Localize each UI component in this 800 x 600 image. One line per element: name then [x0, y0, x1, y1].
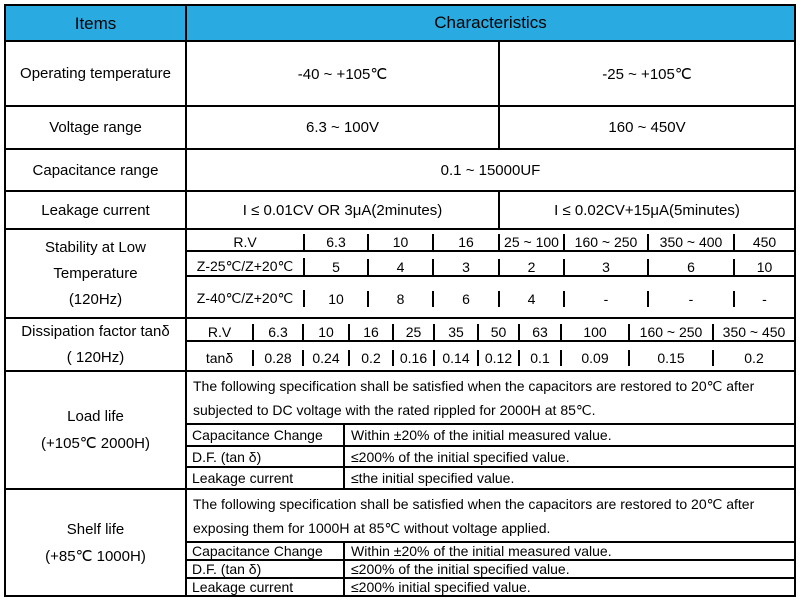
voltage-range-low: 6.3 ~ 100V	[187, 107, 500, 148]
leakage-current-high: I ≤ 0.02CV+15μA(5minutes)	[554, 201, 740, 219]
shelf-life-item-value: ≤200% of the initial specified value.	[351, 561, 570, 577]
capacitance-range-label: Capacitance range	[6, 150, 187, 190]
stability-z40-cell: -	[565, 291, 649, 307]
stability-label-line3: (120Hz)	[68, 290, 123, 308]
dissipation-tan-cell: 0.14	[435, 350, 479, 366]
dissipation-header-cell: 35	[435, 324, 479, 342]
stability-z40-cell: 10	[305, 291, 369, 307]
spec-table	[4, 4, 796, 597]
shelf-life-label	[6, 490, 187, 595]
dissipation-label-line2: ( 120Hz)	[66, 348, 125, 366]
stability-row	[6, 230, 794, 319]
shelf-life-description-line2: exposing them for 1000H at 85℃ without voltage applied.	[193, 519, 551, 536]
dissipation-tan-cell: 0.16	[394, 350, 435, 366]
voltage-range-row	[6, 107, 794, 150]
dissipation-tan-cell: 0.1	[520, 350, 562, 366]
dissipation-label	[6, 319, 187, 370]
stability-header-cell: 350 ~ 400	[649, 234, 735, 252]
dissipation-tan-cell: 0.2	[744, 350, 764, 366]
load-life-item	[187, 425, 794, 447]
load-life-details	[187, 372, 794, 488]
stability-label-line2: Temperature	[53, 264, 138, 282]
characteristics-header: Characteristics	[187, 6, 794, 40]
stability-z25-cell: 4	[369, 259, 434, 277]
stability-z40-cell: 6	[434, 291, 500, 307]
stability-z25-cell: Z-25℃/Z+20℃	[187, 258, 305, 277]
stability-z25-cell: 6	[649, 259, 735, 277]
stability-table	[187, 230, 794, 317]
load-life-description-line2: subjected to DC voltage with the rated rippled for 2000H at 85℃.	[193, 401, 596, 418]
shelf-life-label-line1: Shelf life	[66, 520, 125, 538]
shelf-life-item	[187, 543, 794, 561]
dissipation-tan-cell: 0.12	[479, 350, 520, 366]
load-life-label-line1: Load life	[67, 408, 124, 425]
stability-z40-cell: 4	[500, 291, 565, 307]
dissipation-tan-cell: 0.09	[562, 350, 630, 366]
dissipation-header-cell: 50	[479, 324, 520, 342]
stability-header-cell: R.V	[187, 234, 305, 252]
dissipation-tan-cell: 0.2	[350, 350, 394, 366]
shelf-life-item-name: Leakage current	[187, 579, 345, 595]
voltage-range-values	[187, 107, 794, 148]
stability-z25-cell: 3	[434, 259, 500, 277]
load-life-item-name: Capacitance Change	[187, 425, 345, 445]
operating-temperature-values	[187, 42, 794, 105]
dissipation-header-cell: 25	[394, 324, 435, 342]
shelf-life-row	[6, 490, 794, 595]
shelf-life-item	[187, 561, 794, 579]
dissipation-header-cell: 16	[350, 324, 394, 342]
stability-z40-cell: Z-40℃/Z+20℃	[187, 290, 305, 307]
dissipation-tan-cell: tanδ	[187, 350, 254, 366]
shelf-life-item	[187, 579, 794, 595]
load-life-item-value: ≤200% of the initial specified value.	[351, 448, 570, 465]
stability-z40-cell: -	[649, 291, 735, 307]
load-life-item	[187, 447, 794, 469]
dissipation-header-cell: 63	[520, 324, 562, 342]
dissipation-header-cell: 10	[304, 324, 350, 342]
leakage-current-low: I ≤ 0.01CV OR 3μA(2minutes)	[187, 192, 500, 228]
load-life-item-value: Within ±20% of the initial measured value.	[351, 426, 612, 443]
capacitance-range-row	[6, 150, 794, 192]
load-life-description-line1: The following specification shall be satisfied when the capacitors are restored to 20℃ after	[193, 377, 755, 394]
load-life-item-value: ≤the initial specified value.	[351, 470, 515, 487]
load-life-description	[187, 372, 794, 425]
dissipation-header-cell: 160 ~ 250	[630, 324, 714, 342]
shelf-life-label-line2: (+85℃ 1000H)	[45, 547, 146, 565]
stability-z25-cell: 5	[305, 259, 369, 277]
stability-label	[6, 230, 187, 317]
dissipation-table	[187, 319, 794, 370]
stability-header-cell: 25 ~ 100	[500, 234, 565, 252]
dissipation-header-cell: 100	[562, 324, 630, 342]
load-life-label-line2: (+105℃ 2000H)	[41, 435, 150, 452]
operating-temperature-row	[6, 42, 794, 107]
voltage-range-label: Voltage range	[6, 107, 187, 148]
shelf-life-item-value: ≤200% initial specified value.	[351, 579, 531, 595]
stability-z40-cell: -	[762, 290, 767, 307]
capacitance-range-value: 0.1 ~ 15000UF	[440, 161, 541, 179]
dissipation-tan-cell: 0.15	[630, 350, 714, 366]
stability-z25-cell: 10	[735, 259, 794, 277]
voltage-range-high: 160 ~ 450V	[608, 119, 686, 136]
operating-temperature-label: Operating temperature	[6, 42, 187, 105]
stability-z25-cell: 2	[500, 259, 565, 277]
dissipation-header-cell: 6.3	[254, 324, 304, 342]
load-life-row	[6, 372, 794, 490]
header-row	[6, 6, 794, 42]
stability-z40-cell: 8	[369, 291, 434, 307]
load-life-item	[187, 468, 794, 488]
stability-header-cell: 6.3	[305, 234, 369, 252]
load-life-label	[6, 372, 187, 488]
dissipation-tan-cell: 0.28	[254, 350, 304, 366]
dissipation-label-line1: Dissipation factor tanδ	[21, 322, 170, 340]
load-life-item-name: D.F. (tan δ)	[187, 447, 345, 467]
load-life-item-name: Leakage current	[187, 468, 345, 488]
operating-temperature-low: -40 ~ +105℃	[187, 42, 500, 105]
leakage-current-row	[6, 192, 794, 230]
shelf-life-description-line1: The following specification shall be satisfied when the capacitors are restored to 20℃ after	[193, 495, 755, 512]
shelf-life-details	[187, 490, 794, 595]
items-header: Items	[6, 6, 187, 40]
stability-header-cell: 450	[735, 234, 794, 252]
stability-header-cell: 160 ~ 250	[565, 234, 649, 252]
operating-temperature-high: -25 ~ +105℃	[602, 65, 692, 83]
shelf-life-description	[187, 490, 794, 543]
stability-header-cell: 10	[369, 234, 434, 252]
dissipation-header-cell: 350 ~ 450	[714, 324, 794, 342]
stability-label-line1: Stability at Low	[45, 238, 146, 256]
stability-z25-cell: 3	[565, 259, 649, 277]
stability-header-cell: 16	[434, 234, 500, 252]
leakage-current-values	[187, 192, 794, 228]
dissipation-header-cell: R.V	[187, 324, 254, 342]
leakage-current-label: Leakage current	[6, 192, 187, 228]
dissipation-row	[6, 319, 794, 372]
shelf-life-item-name: D.F. (tan δ)	[187, 561, 345, 577]
shelf-life-item-name: Capacitance Change	[187, 543, 345, 559]
shelf-life-item-value: Within ±20% of the initial measured value.	[351, 543, 612, 559]
dissipation-tan-cell: 0.24	[304, 350, 350, 366]
